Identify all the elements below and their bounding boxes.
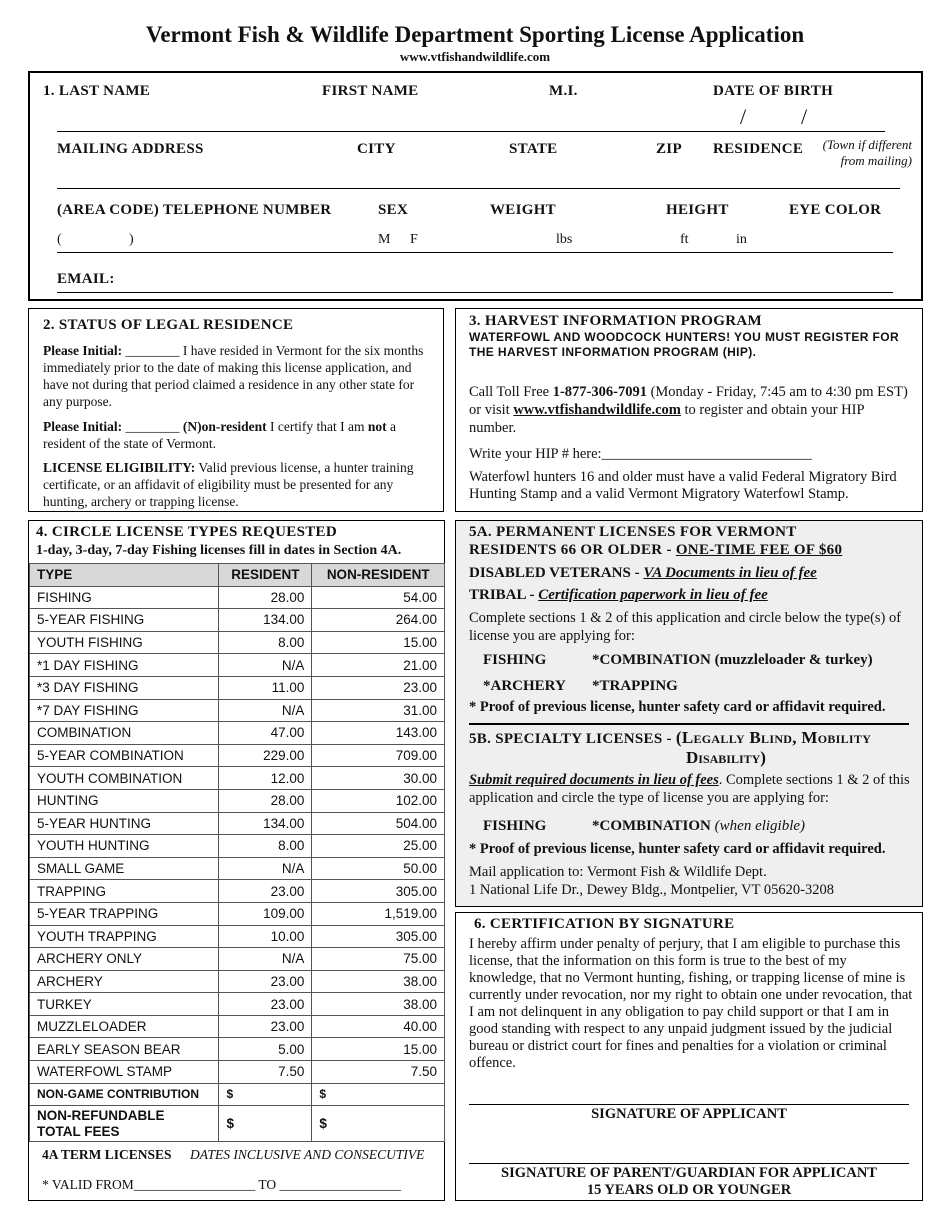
5b-fishing-option[interactable]: FISHING: [483, 818, 547, 834]
nonresident-fee-cell: 305.00: [312, 925, 445, 948]
nonresident-fee-cell: 143.00: [312, 722, 445, 745]
resident-statement: I have resided in Vermont for the six months immediately prior to the date of making this license application, and have not during that period claimed a residence in any other state for any purpose.: [43, 343, 424, 409]
nonresident-fee-cell: 15.00: [312, 1038, 445, 1061]
license-type-cell: MUZZLELOADER: [30, 1015, 219, 1038]
resident-fee-cell: 12.00: [219, 767, 312, 790]
resident-fee-cell: 23.00: [219, 1015, 312, 1038]
sex-label: SEX: [378, 202, 409, 218]
nonresident-fee-cell: 1,519.00: [312, 902, 445, 925]
weight-unit: lbs: [556, 232, 573, 247]
5b-combination-option[interactable]: [592, 818, 805, 835]
license-type-cell: 5-YEAR COMBINATION: [30, 744, 219, 767]
section2-nonresident-paragraph: [43, 418, 433, 452]
section5a-instructions: Complete sections 1 & 2 of this application and circle below the type(s) of license you are applying for:: [469, 610, 902, 644]
section3-subheading: WATERFOWL AND WOODCOCK HUNTERS! YOU MUST REGISTER FOR THE HARVEST INFORMATION PROGRAM (HIP).: [469, 330, 900, 359]
nonresident-fee-cell: 25.00: [312, 835, 445, 858]
section2-heading: 2. STATUS OF LEGAL RESIDENCE: [43, 317, 294, 333]
license-type-cell: YOUTH TRAPPING: [30, 925, 219, 948]
license-type-cell: HUNTING: [30, 789, 219, 812]
nonresident-label: (N)on-resident: [182, 419, 267, 434]
5a-fishing-option[interactable]: FISHING: [483, 652, 547, 668]
table-row[interactable]: [30, 925, 445, 948]
table-row[interactable]: [30, 722, 445, 745]
license-type-cell: YOUTH HUNTING: [30, 835, 219, 858]
term-licenses-heading: 4A TERM LICENSES: [42, 1147, 172, 1162]
table-row[interactable]: [30, 631, 445, 654]
dob-label: DATE OF BIRTH: [713, 83, 834, 99]
table-row[interactable]: [30, 1015, 445, 1038]
resident-fee-cell: N/A: [219, 948, 312, 971]
section5a-disabled-veterans: [469, 565, 817, 582]
nonresident-fee-cell: 54.00: [312, 586, 445, 609]
resident-fee-cell: 229.00: [219, 744, 312, 767]
eligibility-label: LICENSE ELIGIBILITY:: [43, 460, 196, 475]
resident-fee-cell: 5.00: [219, 1038, 312, 1061]
nonresident-fee-cell: 504.00: [312, 812, 445, 835]
specialty-types-a: (Legally Blind, Mobility: [675, 728, 872, 747]
table-row[interactable]: [30, 1061, 445, 1084]
nonresident-fee-cell: 50.00: [312, 857, 445, 880]
table-row[interactable]: [30, 970, 445, 993]
license-type-cell: TURKEY: [30, 993, 219, 1016]
last-name-label: 1. LAST NAME: [43, 83, 151, 99]
5a-combination-option[interactable]: *COMBINATION (muzzleloader & turkey): [592, 652, 873, 668]
resident-fee-cell: 23.00: [219, 970, 312, 993]
nongame-resident-amount[interactable]: $: [219, 1083, 312, 1106]
tribal-paperwork-note: Certification paperwork in lieu of fee: [538, 587, 768, 603]
license-type-cell: 5-YEAR HUNTING: [30, 812, 219, 835]
sex-option-f[interactable]: F: [410, 232, 418, 247]
table-row[interactable]: [30, 767, 445, 790]
initial-blank-resident[interactable]: ________: [125, 343, 180, 358]
applicant-signature-line[interactable]: [469, 1104, 909, 1105]
dob-separator-1: /: [740, 104, 747, 129]
parent-signature-label-line2: 15 YEARS OLD OR YOUNGER: [586, 1182, 792, 1198]
email-input-line[interactable]: [57, 292, 893, 293]
resident-fee-cell: 109.00: [219, 902, 312, 925]
table-row[interactable]: [30, 699, 445, 722]
mail-address-line2: 1 National Life Dr., Dewey Bldg., Montpelier, VT 05620-3208: [469, 882, 834, 898]
section5b-text: Complete sections 1 & 2 of this application and circle the type of license you are applying for:: [469, 772, 910, 806]
hip-website-link[interactable]: www.vtfishandwildlife.com: [513, 402, 681, 418]
table-row[interactable]: [30, 993, 445, 1016]
resident-fee-cell: 11.00: [219, 676, 312, 699]
section5a-heading: 5A. PERMANENT LICENSES FOR VERMONT: [469, 524, 797, 540]
height-label: HEIGHT: [666, 202, 729, 218]
hip-call-paragraph: [469, 383, 914, 437]
email-label: EMAIL:: [57, 271, 115, 287]
specialty-types-b: Disability): [686, 748, 766, 767]
stamp-note: Waterfowl hunters 16 and older must have a valid Federal Migratory Bird Hunting Stamp and a valid Vermont Migratory Waterfowl Stamp.: [469, 469, 897, 502]
nonresident-fee-cell: 23.00: [312, 676, 445, 699]
license-type-cell: ARCHERY ONLY: [30, 948, 219, 971]
disabled-veterans-label: DISABLED VETERANS -: [469, 565, 640, 581]
initial-blank-nonresident[interactable]: ________: [125, 419, 180, 434]
call-text-a: Call Toll Free: [469, 384, 550, 400]
resident-fee-cell: N/A: [219, 857, 312, 880]
section6-heading: 6. CERTIFICATION BY SIGNATURE: [474, 916, 735, 932]
call-text-c: to register and obtain your HIP number.: [469, 402, 864, 436]
va-documents-note: VA Documents in lieu of fee: [643, 565, 817, 581]
resident-fee-cell: 134.00: [219, 609, 312, 632]
nonresident-fee-cell: 7.50: [312, 1061, 445, 1084]
license-type-cell: WATERFOWL STAMP: [30, 1061, 219, 1084]
certification-text: I hereby affirm under penalty of perjury, that I am eligible to purchase this license, that the information on this form is true to the best of my knowledge, that no Vermont hunting, fishing, or trapping license of mine is currently under revocation, nor my right to obtain one under revocation, that I am not delinquent in any obligation to pay child support or that I am in good standing with respect to any unpaid judgment issued by the judicial bureau or district court for fines and penalties for a violation or criminal offence.: [469, 936, 913, 1071]
license-type-cell: COMBINATION: [30, 722, 219, 745]
nonresident-fee-cell: 21.00: [312, 654, 445, 677]
table-header-row: [30, 564, 445, 587]
license-type-cell: YOUTH FISHING: [30, 631, 219, 654]
total-fees-row: [30, 1106, 445, 1142]
name-input-line[interactable]: [57, 131, 885, 132]
eligibility-text: Valid previous license, a hunter training certificate, or an affidavit of eligibility must be presented for any hunting, archery or trapping license.: [43, 460, 414, 509]
total-resident-amount[interactable]: $: [219, 1106, 312, 1142]
nonresident-fee-cell: 38.00: [312, 970, 445, 993]
not-emphasis: not: [367, 419, 387, 434]
specialty-licenses-label: 5B. SPECIALTY LICENSES -: [469, 731, 672, 747]
nonresident-fee-cell: 31.00: [312, 699, 445, 722]
section5a-residents-66: [469, 542, 842, 559]
license-type-cell: 5-YEAR TRAPPING: [30, 902, 219, 925]
resident-fee-cell: N/A: [219, 699, 312, 722]
address-input-line[interactable]: [57, 188, 900, 189]
total-fees-label: NON-REFUNDABLE TOTAL FEES: [30, 1106, 219, 1142]
license-type-cell: SMALL GAME: [30, 857, 219, 880]
table-row[interactable]: [30, 1038, 445, 1061]
mailing-address-label: MAILING ADDRESS: [57, 141, 204, 157]
table-row[interactable]: [30, 812, 445, 835]
5a-archery-option[interactable]: *ARCHERY: [483, 678, 566, 694]
table-row[interactable]: [30, 789, 445, 812]
license-type-cell: ARCHERY: [30, 970, 219, 993]
parent-signature-label-line1: SIGNATURE OF PARENT/GUARDIAN FOR APPLICANT: [501, 1165, 877, 1181]
nonresident-fee-cell: 305.00: [312, 880, 445, 903]
table-row[interactable]: [30, 857, 445, 880]
zip-label: ZIP: [656, 141, 682, 157]
nonresident-fee-cell: 40.00: [312, 1015, 445, 1038]
nonresident-statement-a: I certify that I am: [270, 419, 365, 434]
resident-fee-cell: 23.00: [219, 880, 312, 903]
phone-paren-close: ): [129, 232, 134, 247]
sex-option-m[interactable]: M: [378, 232, 391, 247]
section5a-tribal: [469, 587, 768, 604]
nongame-label: NON-GAME CONTRIBUTION: [30, 1083, 219, 1106]
first-name-label: FIRST NAME: [322, 83, 419, 99]
resident-fee-cell: 8.00: [219, 631, 312, 654]
residence-label: RESIDENCE: [713, 141, 804, 157]
resident-fee-cell: 23.00: [219, 993, 312, 1016]
total-nonresident-amount[interactable]: $: [312, 1106, 445, 1142]
table-row[interactable]: [30, 835, 445, 858]
residence-note: (Town if different from mailing): [822, 137, 912, 168]
table-row[interactable]: [30, 654, 445, 677]
hip-number-label: Write your HIP # here:: [469, 446, 602, 462]
section1-applicant-info: [28, 71, 923, 301]
nonresident-fee-cell: 709.00: [312, 744, 445, 767]
valid-from-field[interactable]: * VALID FROM__________________ TO __________________: [42, 1177, 402, 1192]
initial-label: Please Initial:: [43, 419, 123, 434]
nonresident-fee-cell: 15.00: [312, 631, 445, 654]
initial-label: Please Initial:: [43, 343, 123, 358]
applicant-signature-label: SIGNATURE OF APPLICANT: [591, 1106, 787, 1122]
parent-signature-label: [455, 1165, 923, 1199]
license-eligibility-paragraph: [43, 459, 433, 510]
table-row[interactable]: [30, 609, 445, 632]
hip-number-field: [469, 446, 812, 463]
resident-fee-cell: 10.00: [219, 925, 312, 948]
mail-address-line1: Mail application to: Vermont Fish & Wildlife Dept.: [469, 864, 767, 880]
nonresident-fee-cell: 30.00: [312, 767, 445, 790]
nonresident-fee-cell: 264.00: [312, 609, 445, 632]
phone-label: (AREA CODE) TELEPHONE NUMBER: [57, 202, 332, 218]
nonresident-statement-b: a resident of the state of Vermont.: [43, 419, 396, 451]
weight-label: WEIGHT: [490, 202, 556, 218]
license-type-cell: *7 DAY FISHING: [30, 699, 219, 722]
section2-resident-paragraph: [43, 342, 433, 410]
hip-phone-number[interactable]: 1-877-306-7091: [552, 384, 647, 400]
license-type-cell: EARLY SEASON BEAR: [30, 1038, 219, 1061]
license-type-cell: *3 DAY FISHING: [30, 676, 219, 699]
table-row[interactable]: [30, 880, 445, 903]
dob-separator-2: /: [801, 104, 808, 129]
submit-documents-note: Submit required documents in lieu of fees: [469, 772, 719, 788]
col-nonresident: NON-RESIDENT: [312, 564, 445, 587]
license-type-cell: TRAPPING: [30, 880, 219, 903]
table-row[interactable]: [30, 902, 445, 925]
resident-fee-cell: 28.00: [219, 586, 312, 609]
call-text-b: (Monday - Friday, 7:45 am to 4:30 pm EST) or visit: [469, 384, 908, 418]
phone-input-line[interactable]: [57, 252, 893, 253]
section4-heading: 4. CIRCLE LICENSE TYPES REQUESTED: [36, 524, 337, 540]
section3-heading: 3. HARVEST INFORMATION PROGRAM: [469, 313, 762, 329]
5b-combination-label: *COMBINATION: [592, 818, 711, 834]
table-row[interactable]: [30, 744, 445, 767]
eye-color-label: EYE COLOR: [789, 202, 882, 218]
one-time-fee: ONE-TIME FEE OF $60: [675, 542, 843, 558]
website-link[interactable]: www.vtfishandwildlife.com: [399, 49, 551, 64]
section5-divider: [469, 723, 909, 725]
license-type-cell: YOUTH COMBINATION: [30, 767, 219, 790]
license-type-cell: 5-YEAR FISHING: [30, 609, 219, 632]
nonresident-fee-cell: 102.00: [312, 789, 445, 812]
section5b-instructions: Submit required documents in lieu of fees. Complete sections 1 & 2 of this application and circle the type of license you are applying for:: [469, 772, 910, 806]
5b-proof-note: * Proof of previous license, hunter safety card or affidavit required.: [469, 841, 886, 857]
tribal-label: TRIBAL -: [469, 587, 535, 603]
term-licenses-note: DATES INCLUSIVE AND CONSECUTIVE: [190, 1147, 425, 1162]
parent-signature-line[interactable]: [469, 1163, 909, 1164]
table-row[interactable]: [30, 586, 445, 609]
resident-fee-cell: 47.00: [219, 722, 312, 745]
table-row[interactable]: [30, 676, 445, 699]
table-row[interactable]: [30, 948, 445, 971]
height-unit-ft: ft: [680, 232, 689, 247]
resident-fee-cell: N/A: [219, 654, 312, 677]
5b-combination-note: (when eligible): [714, 818, 806, 834]
nongame-nonresident-amount[interactable]: $: [312, 1083, 445, 1106]
col-resident: RESIDENT: [219, 564, 312, 587]
height-unit-in: in: [736, 232, 747, 247]
section4-subheading: 1-day, 3-day, 7-day Fishing licenses fill in dates in Section 4A.: [36, 543, 402, 558]
license-type-cell: *1 DAY FISHING: [30, 654, 219, 677]
city-label: CITY: [357, 141, 396, 157]
resident-fee-cell: 28.00: [219, 789, 312, 812]
col-type: TYPE: [30, 564, 219, 587]
resident-fee-cell: 8.00: [219, 835, 312, 858]
phone-paren-open: (: [57, 232, 62, 247]
nonresident-fee-cell: 38.00: [312, 993, 445, 1016]
section5b-heading: [469, 728, 871, 748]
5a-trapping-option[interactable]: *TRAPPING: [592, 678, 678, 694]
residents-66-label: RESIDENTS 66 OR OLDER -: [469, 542, 672, 558]
mi-label: M.I.: [549, 83, 578, 99]
resident-fee-cell: 134.00: [219, 812, 312, 835]
state-label: STATE: [509, 141, 558, 157]
license-fee-table: [29, 563, 445, 1142]
hip-number-blank[interactable]: _____________________________: [601, 446, 812, 462]
nongame-contribution-row: [30, 1083, 445, 1106]
page-title: Vermont Fish & Wildlife Department Sporting License Application: [145, 22, 805, 47]
license-type-cell: FISHING: [30, 586, 219, 609]
resident-fee-cell: 7.50: [219, 1061, 312, 1084]
nonresident-fee-cell: 75.00: [312, 948, 445, 971]
5a-proof-note: * Proof of previous license, hunter safety card or affidavit required.: [469, 699, 886, 715]
